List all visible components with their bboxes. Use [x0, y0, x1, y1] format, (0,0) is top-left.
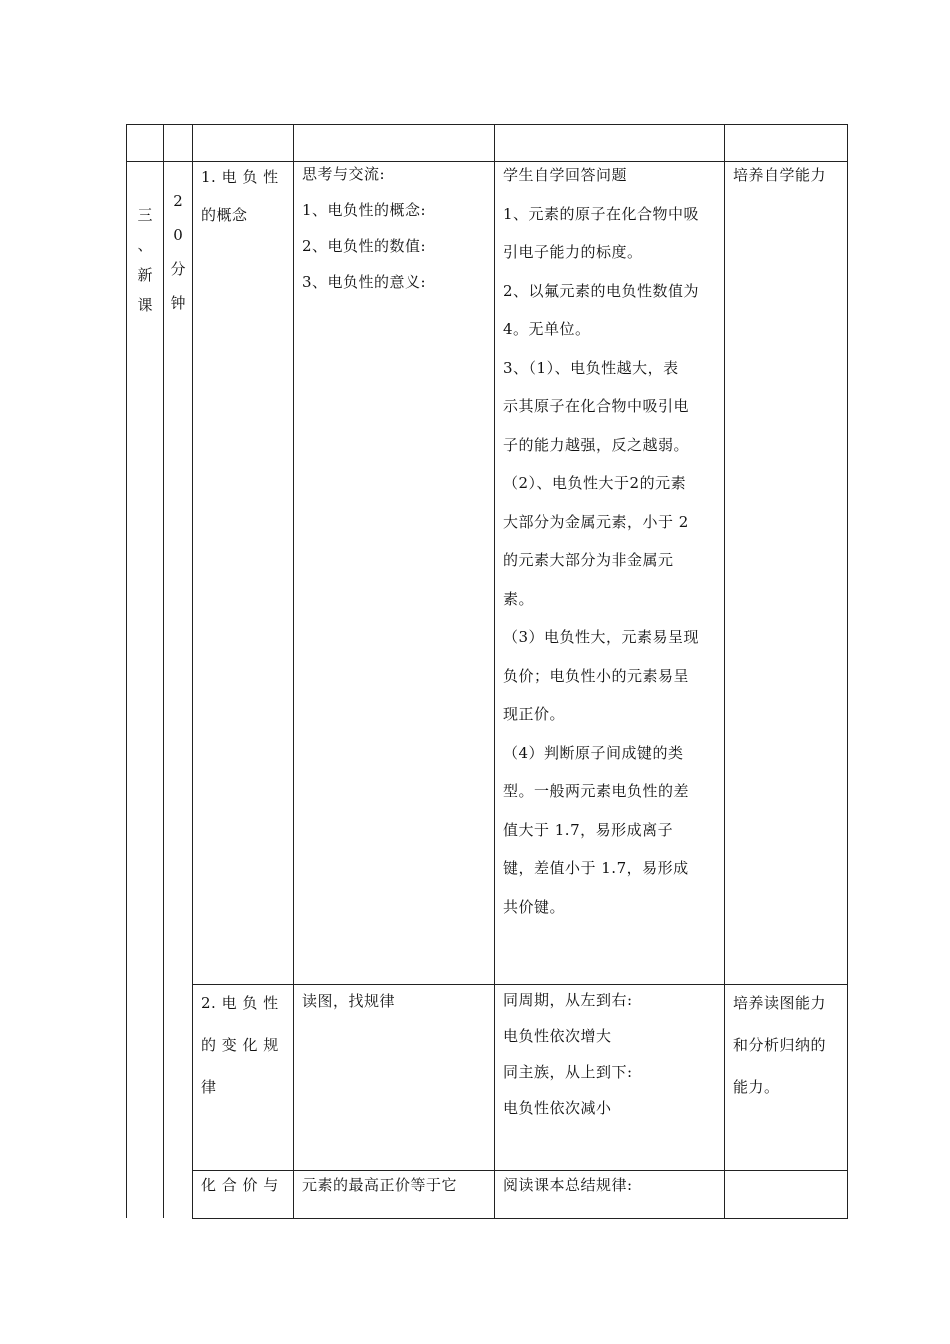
student-line: 阅读课本总结规律:: [503, 1176, 633, 1194]
student-line: 现正价。: [503, 705, 566, 723]
student-line: 同主族，从上到下:: [503, 1063, 633, 1081]
time-char: 0: [173, 226, 183, 244]
student-line: 引电子能力的标度。: [503, 243, 643, 261]
topic-line: 的概念: [201, 206, 248, 224]
activity-line: 2、电负性的数值:: [302, 237, 427, 255]
purpose-cell: [733, 156, 843, 194]
student-line: 大部分为金属元素，小于 2: [503, 512, 689, 531]
student-line: 电负性依次减小: [503, 1099, 612, 1117]
stage-label: [133, 200, 157, 320]
activity-line: 3、电负性的意义:: [302, 273, 427, 291]
table-border-bottom: [192, 1218, 848, 1219]
column-divider: [293, 124, 294, 1218]
student-line: 值大于 1.7，易形成离子: [503, 820, 674, 839]
column-divider: [163, 124, 164, 1218]
table-border-top: [126, 124, 848, 125]
stage-char: 课: [137, 296, 153, 314]
stage-char: 新: [137, 266, 153, 284]
time-label: [166, 184, 190, 320]
topic-line: 律: [201, 1078, 217, 1096]
student-cell: [503, 982, 716, 1126]
student-line: 3、（1）、电负性越大，表: [503, 358, 679, 377]
time-char: 2: [173, 192, 183, 210]
purpose-line: 培养自学能力: [733, 166, 827, 184]
activity-cell: [302, 982, 488, 1020]
student-line: （3）电负性大，元素易呈现: [503, 628, 700, 646]
student-line: 学生自学回答问题: [503, 166, 628, 184]
student-line: 示其原子在化合物中吸引电: [503, 397, 690, 415]
student-line: 型。一般两元素电负性的差: [503, 782, 690, 800]
topic-line: 2. 电 负 性: [201, 994, 279, 1012]
stage-char: 、: [137, 236, 153, 254]
activity-line: 元素的最高正价等于它: [302, 1176, 458, 1194]
purpose-cell: [733, 982, 845, 1108]
topic-cell: [201, 1166, 287, 1204]
topic-cell: [201, 158, 287, 234]
student-line: 1、元素的原子在化合物中吸: [503, 204, 700, 223]
activity-cell: [302, 1166, 488, 1204]
topic-line: 1. 电 负 性: [201, 168, 279, 186]
activity-line: 思考与交流:: [302, 165, 386, 183]
purpose-line: 能力。: [733, 1078, 780, 1096]
column-divider: [126, 124, 127, 1218]
topic-line: 的 变 化 规: [201, 1036, 279, 1054]
student-line: 共价键。: [503, 897, 566, 916]
activity-line: 1、电负性的概念:: [302, 201, 427, 219]
student-line: 同周期，从左到右:: [503, 991, 633, 1009]
student-line: 2、以氟元素的电负性数值为: [503, 281, 700, 300]
student-line: （2）、电负性大于2的元素: [503, 474, 687, 492]
student-line: 键，差值小于 1.7，易形成: [503, 859, 689, 877]
column-divider: [192, 124, 193, 1218]
purpose-line: 培养读图能力: [733, 994, 827, 1012]
student-cell: [503, 1166, 716, 1204]
time-char: 分: [170, 260, 186, 278]
student-line: 4。无单位。: [503, 320, 591, 338]
activity-cell: [302, 156, 488, 300]
student-cell: [503, 156, 716, 926]
student-line: 的元素大部分为非金属元: [503, 551, 674, 569]
stage-char: 三: [137, 206, 153, 224]
time-char: 钟: [170, 294, 186, 312]
topic-cell: [201, 982, 287, 1108]
topic-line: 化 合 价 与: [201, 1176, 279, 1194]
student-line: 子的能力越强，反之越弱。: [503, 435, 690, 454]
student-line: 电负性依次增大: [503, 1027, 612, 1045]
column-divider: [847, 124, 848, 1218]
student-line: 负价；电负性小的元素易呈: [503, 666, 690, 685]
column-divider: [724, 124, 725, 1218]
activity-line: 读图，找规律: [302, 992, 396, 1010]
purpose-line: 和分析归纳的: [733, 1036, 827, 1054]
student-line: 素。: [503, 589, 535, 608]
student-line: （4）判断原子间成键的类: [503, 743, 684, 762]
column-divider: [494, 124, 495, 1218]
